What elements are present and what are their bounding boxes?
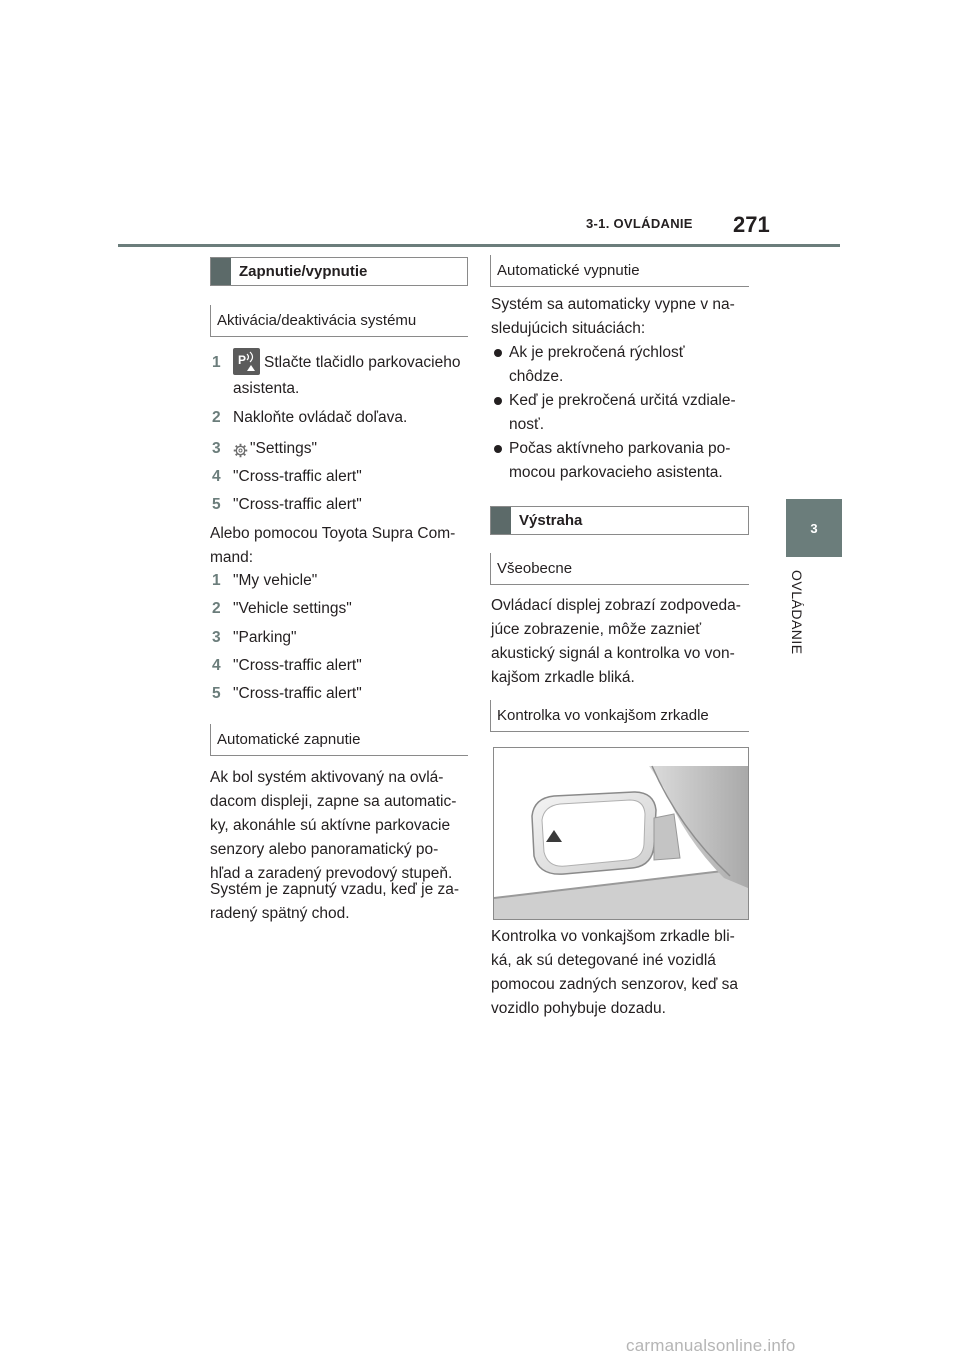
heading-marker — [491, 507, 511, 534]
box-heading-text: Výstraha — [519, 512, 583, 529]
page-number: 271 — [733, 212, 770, 237]
text-line: Systém je zapnutý vzadu, keď je za- — [210, 881, 460, 898]
step-text: "Settings" — [250, 440, 318, 457]
step-number: 1 — [212, 572, 221, 589]
text-line: akustický signál a kontrolka vo von- — [491, 645, 735, 662]
text-line: mocou parkovacieho asistenta. — [509, 464, 723, 481]
svg-text:P: P — [238, 353, 247, 367]
subheading-text: Všeobecne — [497, 560, 573, 577]
mirror-illustration — [493, 747, 749, 920]
subheading-mirror-indicator — [490, 700, 749, 732]
step-text-continued: asistenta. — [233, 380, 300, 397]
step-number: 5 — [212, 496, 221, 513]
list-item — [212, 654, 472, 678]
header-rule — [118, 244, 840, 247]
list-item — [212, 465, 472, 489]
step-text: "My vehicle" — [233, 572, 318, 589]
text-line: Ak bol systém aktivovaný na ovlá- — [210, 769, 444, 786]
mirror-drawing — [494, 748, 748, 919]
text-line: Ak je prekročená rýchlosť — [509, 344, 685, 361]
text-line: ky, akonáhle sú aktívne parkovacie — [210, 817, 451, 834]
subheading-text: Automatické vypnutie — [497, 262, 640, 279]
text-line: Alebo pomocou Toyota Supra Com- — [210, 525, 456, 542]
subheading-auto-on — [210, 724, 468, 756]
text-line: senzory alebo panoramatický po- — [210, 841, 439, 858]
gear-icon — [233, 442, 248, 457]
subheading-activation — [210, 305, 468, 337]
watermark: carmanualsonline.info — [626, 1336, 796, 1355]
list-item — [492, 341, 754, 389]
subheading-text: Kontrolka vo vonkajšom zrkadle — [497, 707, 709, 724]
subheading-auto-off — [490, 255, 749, 287]
step-text: Nakloňte ovládač doľava. — [233, 409, 408, 426]
box-heading-warning — [490, 506, 749, 535]
list-item — [492, 389, 754, 437]
step-text: "Cross-traffic alert" — [233, 685, 362, 702]
subheading-text: Aktivácia/deaktivácia systému — [217, 312, 417, 329]
text-line: Keď je prekročená určitá vzdiale- — [509, 392, 736, 409]
parking-assistant-button-icon — [233, 348, 260, 375]
box-heading-on-off — [210, 257, 468, 286]
text-line: Počas aktívneho parkovania po- — [509, 440, 731, 457]
chapter-label — [781, 570, 805, 680]
paragraph-mirror-indicator — [491, 925, 753, 1021]
paragraph-auto-on — [210, 766, 472, 886]
paragraph-alternative — [210, 522, 472, 570]
step-number: 2 — [212, 409, 221, 426]
list-item — [212, 351, 472, 375]
step-number: 4 — [212, 657, 221, 674]
list-item — [492, 437, 754, 485]
step-number: 3 — [212, 440, 221, 457]
step-text: "Cross-traffic alert" — [233, 468, 362, 485]
text-line: chôdze. — [509, 368, 564, 385]
list-item — [212, 406, 472, 430]
list-item — [212, 437, 472, 461]
text-line: radený spätný chod. — [210, 905, 350, 922]
section-title: 3-1. OVLÁDANIE — [586, 216, 693, 231]
text-line: kajšom zrkadle bliká. — [491, 669, 635, 686]
text-line: dacom displeji, zapne sa automatic- — [210, 793, 457, 810]
paragraph-reverse — [210, 878, 472, 926]
chapter-tab: 3 — [786, 499, 842, 557]
step-number: 4 — [212, 468, 221, 485]
step-text: "Parking" — [233, 629, 297, 646]
subheading-general — [490, 553, 749, 585]
box-heading-text: Zapnutie/vypnutie — [239, 263, 368, 280]
text-line: sledujúcich situáciách: — [491, 320, 646, 337]
list-item — [212, 682, 472, 706]
list-item — [212, 493, 472, 517]
text-line: vozidlo pohybuje dozadu. — [491, 1000, 666, 1017]
heading-marker — [211, 258, 231, 285]
list-item — [212, 569, 472, 593]
step-text: Stlačte tlačidlo parkovacieho — [264, 354, 461, 371]
subheading-text: Automatické zapnutie — [217, 731, 361, 748]
chapter-label-text: OVLÁDANIE — [789, 570, 805, 655]
bullet-icon — [494, 445, 502, 453]
step-number: 2 — [212, 600, 221, 617]
text-line: hľad a zaradený prevodový stupeň. — [210, 865, 453, 882]
list-item — [212, 597, 472, 621]
bullet-icon — [494, 397, 502, 405]
text-line: Kontrolka vo vonkajšom zrkadle bli- — [491, 928, 735, 945]
step-text: "Cross-traffic alert" — [233, 496, 362, 513]
step-text: "Vehicle settings" — [233, 600, 352, 617]
text-line: Systém sa automaticky vypne v na- — [491, 296, 735, 313]
list-item — [212, 626, 472, 650]
step-text: "Cross-traffic alert" — [233, 657, 362, 674]
step-number: 3 — [212, 629, 221, 646]
text-line: júce zobrazenie, môže zaznieť — [491, 621, 702, 638]
step-number: 5 — [212, 685, 221, 702]
text-line: pomocou zadných senzorov, keď sa — [491, 976, 739, 993]
paragraph-auto-off — [491, 293, 753, 341]
text-line: mand: — [210, 549, 254, 566]
bullet-icon — [494, 349, 502, 357]
step-number: 1 — [212, 354, 221, 371]
paragraph-general — [491, 594, 753, 690]
text-line: Ovládací displej zobrazí zodpoveda- — [491, 597, 741, 614]
text-line: nosť. — [509, 416, 545, 433]
text-line: ká, ak sú detegované iné vozidlá — [491, 952, 716, 969]
